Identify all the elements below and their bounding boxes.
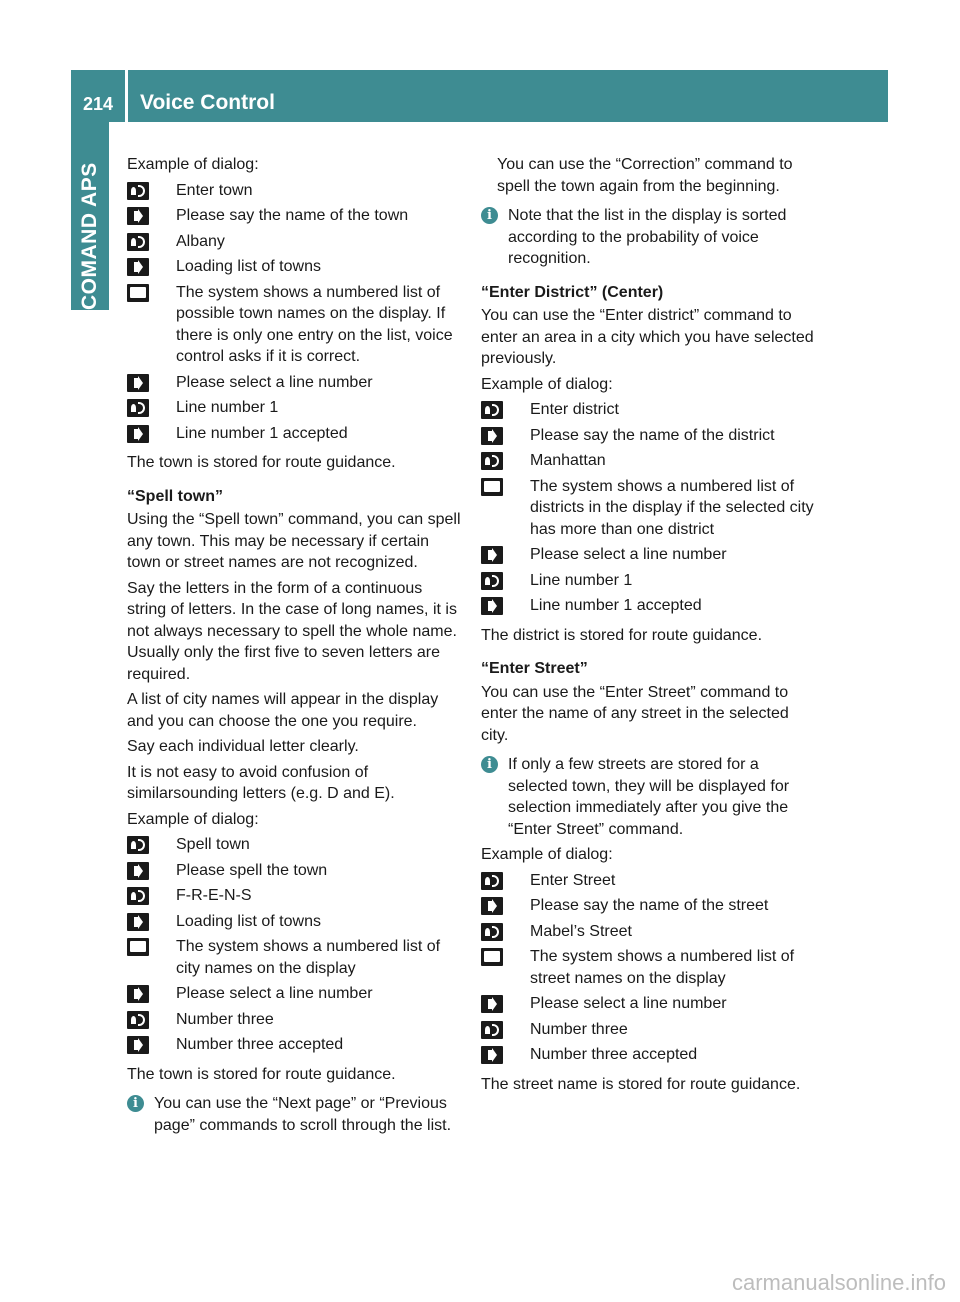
dialog-line-text: Manhattan [530,452,606,469]
speak-icon [127,1011,149,1029]
speak-icon [127,233,149,251]
dialog-line [481,993,817,1015]
dialog-line [481,570,817,592]
dialog-list [127,834,463,1056]
paragraph: Say the letters in the form of a continuous string of letters. In the case of long names, it is not always necessary to spell the whole name. Usually only the first five to seven letters are required. [127,579,457,683]
dialog-list [481,399,817,617]
paragraph: It is not easy to avoid confusion of similarsounding letters (e.g. D and E). [127,763,395,802]
dialog-line-text: Line number 1 accepted [530,597,702,614]
dialog-line [127,372,463,394]
speak-icon [481,872,503,890]
speak-icon [481,923,503,941]
info-note [481,205,817,270]
system-voice-icon [481,427,503,445]
dialog-line [127,911,463,933]
dialog-line-text: The system shows a numbered list of street names on the display [530,948,795,987]
dialog-intro: Example of dialog: [127,810,259,828]
dialog-line-text: Please say the name of the town [176,207,409,224]
display-icon [127,938,149,956]
dialog-intro: Example of dialog: [481,375,613,393]
speak-icon [127,887,149,905]
system-voice-icon [127,862,149,880]
dialog-line-text: Number three [530,1020,628,1038]
result-text: The town is stored for route guidance. [127,1065,396,1083]
system-voice-icon [127,258,149,276]
system-voice-icon [481,995,503,1013]
dialog-line [127,834,463,856]
speak-icon [481,452,503,470]
info-icon: i [127,1095,144,1112]
dialog-line [127,936,463,979]
dialog-line-text: Enter town [176,181,253,199]
dialog-line-text: Number three [176,1010,274,1028]
dialog-line-text: Loading list of towns [176,258,321,275]
dialog-line-text: Line number 1 [530,571,633,589]
dialog-line-text: Please say the name of the street [530,897,769,914]
system-voice-icon [127,985,149,1003]
speak-icon [127,836,149,854]
spell-town-heading: “Spell town” [127,487,223,505]
system-voice-icon [481,1046,503,1064]
dialog-line-text: Line number 1 accepted [176,424,348,442]
dialog-line-text: Mabel’s Street [530,922,632,940]
paragraph: Using the “Spell town” command, you can spell any town. This may be necessary if certain town or street names are not recognized. [127,511,461,571]
dialog-line-text: Please spell the town [176,861,328,879]
dialog-line-text: F-R-E-N-S [176,887,252,904]
system-voice-icon [127,374,149,392]
speak-icon [127,399,149,417]
info-note [127,1093,463,1136]
dialog-line-text: Albany [176,232,225,250]
display-icon [127,284,149,302]
dialog-line [481,921,817,943]
dialog-line [481,870,817,892]
dialog-list [481,870,817,1066]
dialog-line [127,180,463,202]
page-number: 214 [82,94,114,114]
paragraph: You can use the “Correction” command to spell the town again from the beginning. [497,156,793,195]
dialog-line-text: Number three accepted [530,1046,698,1063]
watermark: carmanualsonline.info [731,1270,946,1295]
dialog-line-text: Please select a line number [530,995,727,1012]
enter-street-heading: “Enter Street” [481,660,588,677]
section-title: Voice Control [140,91,275,114]
info-icon: i [481,207,498,224]
speak-icon [481,572,503,590]
dialog-line [481,595,817,617]
dialog-line-text: The system shows a numbered list of possible town names on the display. If there is only one entry on the list, voice control asks if it is correct. [176,283,453,365]
dialog-line [481,476,817,541]
dialog-list [127,180,463,445]
system-voice-icon [127,1036,149,1054]
dialog-line-text: Number three accepted [176,1036,344,1053]
dialog-line-text: Please select a line number [530,546,727,563]
paragraph: You can use the “Enter district” command to enter an area in a city which you have selected previously. [481,307,814,367]
dialog-line-text: The system shows a numbered list of city names on the display [176,938,441,977]
dialog-line [481,895,817,917]
dialog-line-text: Please select a line number [176,985,373,1002]
info-text: If only a few streets are stored for a selected town, they will be displayed for selection immediately after you give the “Enter Street” command. [508,756,790,838]
dialog-line [127,983,463,1005]
dialog-line [481,1019,817,1041]
header-divider [125,70,128,122]
info-text: Note that the list in the display is sorted according to the probability of voice recognition. [508,207,787,267]
result-text: The town is stored for route guidance. [127,454,396,471]
dialog-line [127,256,463,278]
dialog-line-text: Enter Street [530,871,616,889]
paragraph: Say each individual letter clearly. [127,738,359,755]
dialog-line-text: The system shows a numbered list of districts in the display if the selected city has more than one district [530,477,814,538]
enter-district-heading: “Enter District” (Center) [481,283,664,301]
dialog-intro: Example of dialog: [481,846,613,863]
dialog-line-text: Loading list of towns [176,912,321,930]
paragraph: A list of city names will appear in the display and you can choose the one you require. [127,691,439,730]
dialog-line [127,1034,463,1056]
paragraph: You can use the “Enter Street” command to enter the name of any street in the selected city. [481,683,789,744]
dialog-line-text: Spell town [176,836,250,853]
system-voice-icon [127,207,149,225]
info-text: You can use the “Next page” or “Previous page” commands to scroll through the list. [154,1095,452,1134]
dialog-line [127,885,463,907]
system-voice-icon [127,913,149,931]
dialog-line [127,397,463,419]
dialog-line [481,1044,817,1066]
dialog-line [481,544,817,566]
dialog-intro: Example of dialog: [127,156,259,173]
result-text: The district is stored for route guidance. [481,626,763,644]
system-voice-icon [481,546,503,564]
info-note [481,754,817,840]
dialog-line [481,399,817,421]
right-column [481,154,817,1099]
display-icon [481,948,503,966]
dialog-line [127,423,463,445]
info-icon: i [481,756,498,773]
dialog-line [481,946,817,989]
dialog-line [127,860,463,882]
dialog-line [481,450,817,472]
dialog-line [127,1009,463,1031]
speak-icon [481,401,503,419]
system-voice-icon [127,425,149,443]
system-voice-icon [481,897,503,915]
dialog-line [127,231,463,253]
dialog-line-text: Enter district [530,401,619,418]
dialog-line [481,425,817,447]
dialog-line-text: Line number 1 [176,399,279,416]
left-column [127,154,463,1140]
dialog-line [127,205,463,227]
speak-icon [481,1021,503,1039]
system-voice-icon [481,597,503,615]
dialog-line [127,282,463,368]
result-text: The street name is stored for route guidance. [481,1075,801,1093]
side-tab-label: COMAND APS [78,162,101,310]
display-icon [481,478,503,496]
dialog-line-text: Please select a line number [176,373,373,391]
dialog-line-text: Please say the name of the district [530,426,775,444]
speak-icon [127,182,149,200]
